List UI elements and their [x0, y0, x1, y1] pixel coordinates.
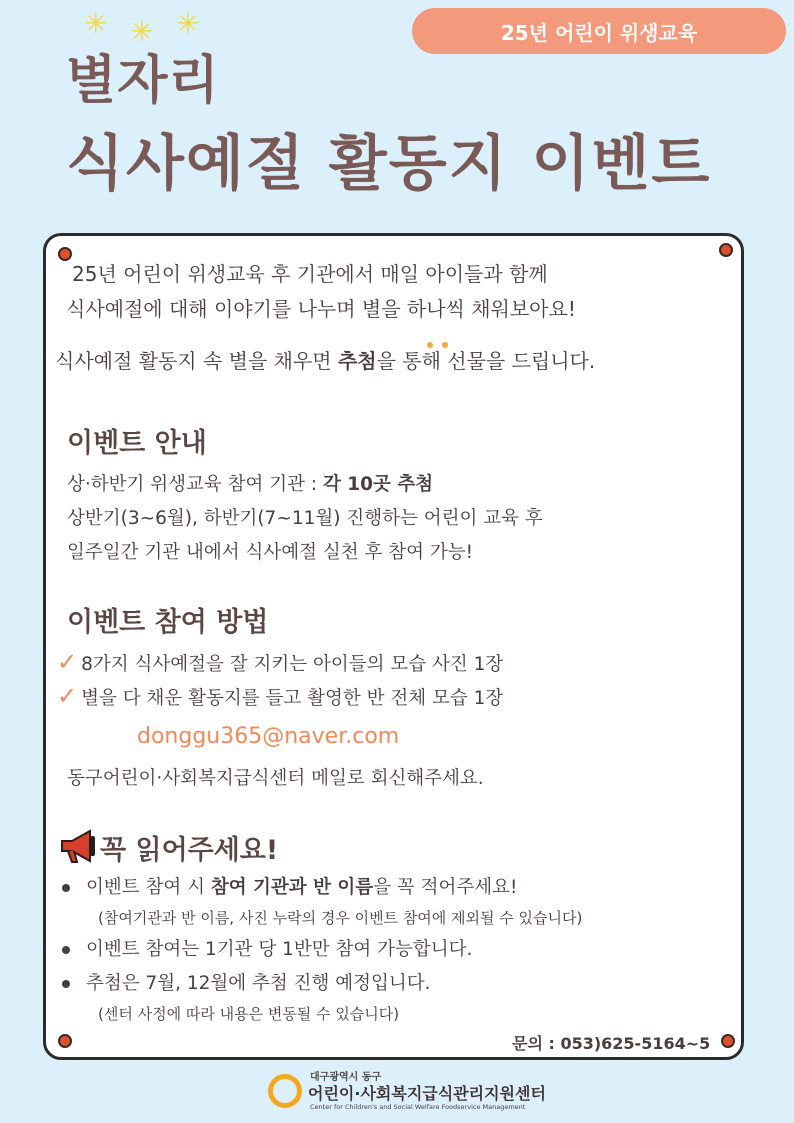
reply-instruction: 동구어린이·사회복지급식센터 메일로 회신해주세요.	[67, 768, 484, 789]
logo-english: Center for Children's and Social Welfare Foodservice Management	[310, 1103, 526, 1111]
intro-line2: 식사예절에 대해 이야기를 나누며 별을 하나씩 채워보아요!	[66, 297, 576, 321]
title-line1: 별자리	[66, 51, 220, 111]
guide-line1: 상·하반기 위생교육 참여 기관 : 각 10곳 추첨	[67, 474, 434, 495]
logo-name: 어린이·사회복지급식관리지원센터	[308, 1084, 546, 1103]
notice-item: 추첨은 7월, 12월에 추첨 진행 예정입니다.	[62, 969, 431, 995]
check-icon: ✓	[57, 682, 78, 710]
email-link[interactable]: donggu365@naver.com	[137, 724, 400, 749]
megaphone-icon	[58, 826, 98, 866]
notice-item1-note: (참여기관과 반 이름, 사진 누락의 경우 이벤트 참여에 제외될 수 있습니다)	[98, 909, 583, 927]
notice-item: 이벤트 참여는 1기관 당 1반만 참여 가능합니다.	[62, 935, 472, 961]
star-icon: ✳	[130, 15, 154, 48]
method-heading: 이벤트 참여 방법	[67, 607, 269, 638]
contact-info: 문의 : 053)625-5164~5	[512, 1034, 711, 1053]
method-item: ✓ 별을 다 채운 활동지를 들고 촬영한 반 전체 모습 1장	[57, 682, 504, 710]
notice-heading: 꼭 읽어주세요!	[100, 835, 279, 866]
star-icon: ✳	[176, 7, 200, 40]
bullet-icon	[62, 980, 70, 988]
decorative-stars	[84, 7, 214, 48]
pin-icon	[58, 247, 72, 261]
center-logo	[268, 1068, 546, 1118]
notice-item3-note: (센터 사정에 따라 내용은 변동될 수 있습니다)	[98, 1005, 400, 1023]
bullet-icon	[62, 884, 70, 892]
header-badge: 25년 어린이 위생교육	[412, 8, 786, 54]
intro-line3: 식사예절 활동지 속 별을 채우면 추첨을 통해 선물을 드립니다.	[55, 349, 596, 373]
pin-icon	[58, 1034, 72, 1048]
guide-heading: 이벤트 안내	[67, 428, 207, 459]
star-icon: ✳	[84, 7, 108, 40]
method-item: ✓ 8가지 식사예절을 잘 지키는 아이들의 모습 사진 1장	[57, 648, 504, 676]
smile-logo-icon	[268, 1074, 302, 1108]
pin-icon	[719, 243, 733, 257]
guide-line2: 상반기(3~6월), 하반기(7~11월) 진행하는 어린이 교육 후	[67, 508, 543, 529]
notice-item: 이벤트 참여 시 참여 기관과 반 이름을 꼭 적어주세요!	[62, 873, 517, 899]
bullet-icon	[62, 946, 70, 954]
logo-district: 대구광역시 동구	[310, 1072, 382, 1083]
pin-icon	[721, 1034, 735, 1048]
intro-line1: 25년 어린이 위생교육 후 기관에서 매일 아이들과 함께	[72, 262, 548, 286]
guide-line3: 일주일간 기관 내에서 식사예절 실천 후 참여 가능!	[67, 542, 474, 563]
check-icon: ✓	[57, 648, 78, 676]
title-line2: 식사예절 활동지 이벤트	[66, 129, 712, 199]
